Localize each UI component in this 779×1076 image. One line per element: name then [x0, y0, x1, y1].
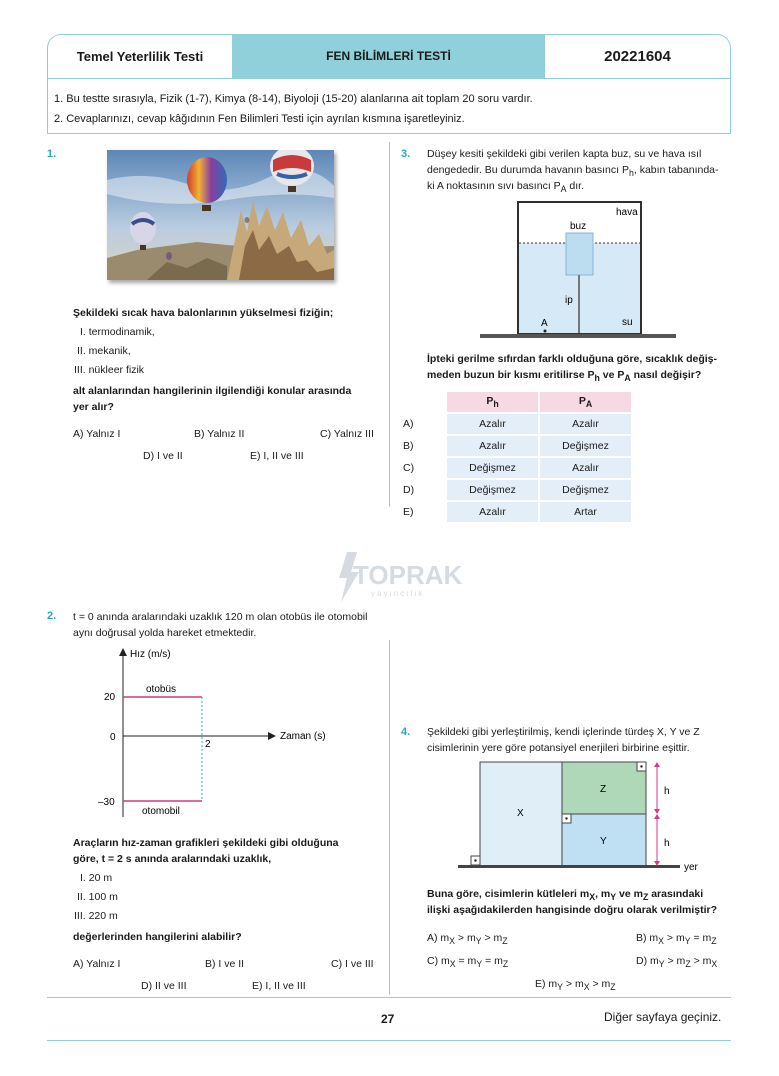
q4-option-e[interactable]: E) $m_Y > m_X > m_Z$ — [535, 978, 616, 993]
instruction-2: 2. Cevaplarınızı, cevap kâğıdının Fen Bilimleri Testi için ayrılan kısmına işaretleyiniz. — [54, 113, 465, 125]
table-row[interactable] — [403, 480, 631, 500]
table-row[interactable] — [403, 414, 631, 434]
cell-ph: Değişmez — [447, 458, 538, 478]
q1-item-3: III. nükleer fizik — [74, 364, 145, 376]
label-ground: yer — [684, 862, 698, 873]
footer-bottom-rule — [47, 1040, 731, 1041]
option-label: B) — [403, 440, 414, 452]
balloon-photo — [107, 150, 334, 280]
label-ip: ip — [565, 295, 573, 306]
q2-question-line-1: Araçların hız-zaman grafikleri şekildeki gibi olduğuna — [73, 837, 339, 849]
q1-question-line-1: alt alanlarından hangilerinin ilgilendiği konular arasında — [73, 385, 352, 397]
q1-item-2: II. mekanik, — [77, 345, 131, 357]
x-axis-label: Zaman (s) — [280, 731, 326, 742]
q1-option-e[interactable]: E) I, II ve III — [250, 450, 304, 462]
header-test-type: Temel Yeterlilik Testi — [48, 35, 233, 78]
label-h-top: h — [664, 786, 670, 797]
y-tick-0: 0 — [110, 732, 116, 743]
q4-question-line-2: ilişki aşağıdakilerden hangisinde doğru olarak verilmiştir? — [427, 904, 718, 916]
table-row[interactable] — [403, 458, 631, 478]
q2-option-c[interactable]: C) I ve III — [331, 958, 374, 970]
q4-option-d[interactable]: D) $m_Y > m_Z > m_X$ — [636, 955, 718, 970]
watermark-sub: yayıncılık — [371, 589, 425, 598]
question-number: 3. — [401, 148, 411, 160]
option-label: D) — [403, 484, 415, 496]
cell-pa: Artar — [540, 502, 631, 522]
column-header-ph: $P_h$ — [447, 392, 538, 412]
cell-pa: Azalır — [540, 414, 631, 434]
bus-label: otobüs — [146, 684, 177, 695]
q4-question-line-1: Buna göre, cisimlerin kütleleri $m_X$, $m_Y$ ve $m_Z$ arasındaki — [427, 888, 704, 903]
q2-stem-line-1: t = 0 anında aralarındaki uzaklık 120 m olan otobüs ile otomobil — [73, 611, 368, 623]
page-number: 27 — [381, 1012, 395, 1026]
option-label: C) — [403, 462, 415, 474]
y-tick-minus-30: –30 — [98, 797, 115, 808]
option-label: A) — [403, 418, 414, 430]
q2-option-b[interactable]: B) I ve II — [205, 958, 245, 970]
label-y: Y — [600, 836, 607, 847]
q3-stem-line-1: Düşey kesiti şekildeki gibi verilen kapta buz, su ve hava ısıl — [427, 148, 702, 160]
q4-option-c[interactable]: C) $m_X = m_Y = m_Z$ — [427, 955, 509, 970]
column-header-pa: $P_A$ — [540, 392, 631, 412]
q2-item-1: I. 20 m — [80, 872, 113, 884]
blocks-diagram — [458, 758, 708, 876]
header-test-title: FEN BİLİMLERİ TESTİ — [233, 35, 545, 78]
q4-stem-line-1: Şekildeki gibi yerleştirilmiş, kendi içlerinde türdeş X, Y ve Z — [427, 726, 700, 738]
q3-stem-line-3: ki A noktasının sıvı basıncı $P_A$ dır. — [427, 180, 585, 195]
q1-option-c[interactable]: C) Yalnız III — [320, 428, 374, 440]
q1-stem: Şekildeki sıcak hava balonlarının yükselmesi fiziğin; — [73, 307, 334, 319]
label-point-a: A — [541, 318, 548, 329]
cell-pa: Değişmez — [540, 436, 631, 456]
label-buz: buz — [570, 221, 587, 232]
option-label: E) — [403, 506, 414, 518]
q1-option-a[interactable]: A) Yalnız I — [73, 428, 121, 440]
table-row[interactable] — [403, 436, 631, 456]
car-label: otomobil — [142, 806, 180, 817]
table-row[interactable] — [403, 502, 631, 522]
x-tick-2: 2 — [205, 739, 211, 750]
q4-stem-line-2: cisimlerinin yere göre potansiyel enerjileri birbirine eşittir. — [427, 742, 690, 754]
publisher-watermark-logo — [325, 548, 465, 608]
y-axis-label: Hız (m/s) — [130, 649, 171, 660]
q2-question-line-2: göre, t = 2 s anında aralarındaki uzaklık, — [73, 853, 272, 865]
label-x: X — [517, 808, 524, 819]
q2-item-2: II. 100 m — [77, 891, 118, 903]
q2-stem-line-2: aynı doğrusal yolda hareket etmektedir. — [73, 627, 257, 639]
column-divider — [389, 142, 390, 507]
q1-option-b[interactable]: B) Yalnız II — [194, 428, 245, 440]
table-header-row — [403, 392, 631, 412]
q3-question-line-1: İpteki gerilme sıfırdan farklı olduğuna göre, sıcaklık değiş- — [427, 353, 717, 365]
q4-option-a[interactable]: A) $m_X > m_Y > m_Z$ — [427, 932, 508, 947]
cell-pa: Değişmez — [540, 480, 631, 500]
q3-stem-line-2: dengededir. Bu durumda havanın basıncı $P_h$, kabın tabanında- — [427, 164, 719, 179]
q1-question-line-2: yer alır? — [73, 401, 114, 413]
next-page-note: Diğer sayfaya geçiniz. — [604, 1010, 722, 1024]
cell-ph: Azalır — [447, 502, 538, 522]
test-header — [47, 34, 731, 78]
column-divider — [389, 640, 390, 995]
label-h-bottom: h — [664, 838, 670, 849]
cell-ph: Azalır — [447, 414, 538, 434]
label-z: Z — [600, 784, 607, 795]
label-su: su — [622, 317, 633, 328]
label-hava: hava — [616, 207, 638, 218]
header-booklet-code: 20221604 — [604, 48, 671, 65]
q1-option-d[interactable]: D) I ve II — [143, 450, 183, 462]
footer-top-rule — [47, 997, 731, 998]
q4-option-b[interactable]: B) $m_X > m_Y = m_Z$ — [636, 932, 717, 947]
question-number: 4. — [401, 726, 411, 738]
q2-item-3: III. 220 m — [74, 910, 118, 922]
q3-question-line-2: meden buzun bir kısmı eritilirse $P_h$ ve $P_A$ nasıl değişir? — [427, 369, 702, 384]
cell-pa: Azalır — [540, 458, 631, 478]
watermark-name: TOPRAK — [353, 560, 463, 590]
q2-option-a[interactable]: A) Yalnız I — [73, 958, 121, 970]
q3-answer-table — [401, 390, 633, 524]
cell-ph: Azalır — [447, 436, 538, 456]
q1-item-1: I. termodinamik, — [80, 326, 155, 338]
q2-question-line-3: değerlerinden hangilerini alabilir? — [73, 931, 242, 943]
q2-option-d[interactable]: D) II ve III — [141, 980, 187, 992]
container-diagram — [480, 200, 680, 340]
instructions-box — [47, 78, 731, 134]
y-tick-20: 20 — [104, 692, 116, 703]
question-number: 1. — [47, 148, 57, 160]
cell-ph: Değişmez — [447, 480, 538, 500]
velocity-time-graph — [90, 645, 340, 825]
question-number: 2. — [47, 610, 57, 622]
instruction-1: 1. Bu testte sırasıyla, Fizik (1-7), Kimya (8-14), Biyoloji (15-20) alanlarına ait toplam 20 soru vardır. — [54, 93, 533, 105]
q2-option-e[interactable]: E) I, II ve III — [252, 980, 306, 992]
